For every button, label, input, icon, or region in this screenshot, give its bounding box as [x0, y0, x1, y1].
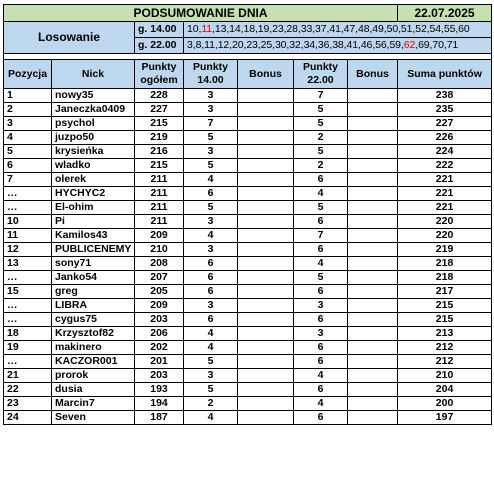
cell-bonus-2	[348, 229, 398, 243]
cell-bonus-1	[238, 341, 294, 355]
cell-points-14: 5	[184, 383, 238, 397]
cell-sum: 219	[398, 243, 492, 257]
cell-position: 11	[4, 229, 52, 243]
cell-sum: 213	[398, 327, 492, 341]
cell-total: 193	[135, 383, 184, 397]
page-title: PODSUMOWANIE DNIA	[4, 5, 398, 22]
draw-number: 37	[315, 23, 327, 35]
cell-bonus-2	[348, 187, 398, 201]
cell-position: 22	[4, 383, 52, 397]
cell-points-14: 4	[184, 173, 238, 187]
cell-total: 211	[135, 187, 184, 201]
cell-bonus-2	[348, 159, 398, 173]
cell-points-14: 5	[184, 131, 238, 145]
draw-time-1: g. 14.00	[135, 22, 184, 38]
cell-bonus-1	[238, 187, 294, 201]
cell-position: 19	[4, 341, 52, 355]
table-row	[4, 243, 492, 257]
cell-total: 210	[135, 243, 184, 257]
table-row	[4, 341, 492, 355]
cell-position: …	[4, 355, 52, 369]
table-row	[4, 89, 492, 103]
draw-number: 34	[303, 39, 316, 51]
summary-sheet	[3, 4, 491, 425]
cell-bonus-1	[238, 117, 294, 131]
cell-bonus-2	[348, 397, 398, 411]
cell-bonus-2	[348, 131, 398, 145]
cell-points-14: 4	[184, 229, 238, 243]
cell-position: 2	[4, 103, 52, 117]
cell-points-22: 2	[294, 159, 348, 173]
draw-number: 60	[458, 23, 470, 35]
cell-points-22: 6	[294, 215, 348, 229]
cell-points-22: 5	[294, 201, 348, 215]
cell-nick: Kamilos43	[52, 229, 135, 243]
draw-numbers-1: 10,11,13,14,18,19,23,28,33,37,41,47,48,49,50,51,52,54,55,60	[184, 22, 492, 38]
draw-number: 52	[415, 23, 427, 35]
cell-points-22: 6	[294, 285, 348, 299]
cell-total: 211	[135, 215, 184, 229]
cell-nick: olerek	[52, 173, 135, 187]
cell-points-14: 5	[184, 355, 238, 369]
cell-bonus-1	[238, 173, 294, 187]
draw-number: 23	[272, 23, 284, 35]
cell-total: 209	[135, 299, 184, 313]
cell-total: 215	[135, 117, 184, 131]
table-row	[4, 187, 492, 201]
table-row	[4, 257, 492, 271]
cell-nick: KACZOR001	[52, 355, 135, 369]
cell-points-22: 5	[294, 117, 348, 131]
cell-nick: sony71	[52, 257, 135, 271]
cell-position: …	[4, 299, 52, 313]
cell-bonus-1	[238, 327, 294, 341]
draw-number: 48	[357, 23, 370, 35]
cell-bonus-1	[238, 243, 294, 257]
cell-nick: Seven	[52, 411, 135, 425]
draw-number: 14	[229, 23, 241, 35]
draw-numbers-2: 3,8,11,12,20,23,25,30,32,34,36,38,41,46,56,59,62,69,70,71	[184, 38, 492, 54]
cell-sum: 215	[398, 299, 492, 313]
cell-nick: krysieńka	[52, 145, 135, 159]
draw-number: 56	[375, 39, 387, 51]
cell-points-22: 5	[294, 103, 348, 117]
cell-bonus-1	[238, 89, 294, 103]
cell-bonus-1	[238, 313, 294, 327]
draw-number: 23	[246, 39, 258, 51]
cell-bonus-1	[238, 369, 294, 383]
cell-bonus-2	[348, 271, 398, 285]
cell-position: 3	[4, 117, 52, 131]
cell-points-14: 3	[184, 145, 238, 159]
cell-nick: PUBLICENEMY	[52, 243, 135, 257]
draw-number: 71	[446, 39, 459, 51]
draw-number: 69	[418, 39, 430, 51]
table-row	[4, 411, 492, 425]
draw-number: 28	[286, 23, 298, 35]
cell-points-14: 3	[184, 369, 238, 383]
cell-nick: Pi	[52, 215, 135, 229]
cell-nick: nowy35	[52, 89, 135, 103]
table-row	[4, 383, 492, 397]
draw-number: 33	[300, 23, 313, 35]
cell-points-22: 4	[294, 397, 348, 411]
cell-sum: 215	[398, 313, 492, 327]
cell-sum: 218	[398, 271, 492, 285]
cell-total: 201	[135, 355, 184, 369]
cell-bonus-1	[238, 159, 294, 173]
cell-points-22: 6	[294, 411, 348, 425]
cell-total: 209	[135, 229, 184, 243]
cell-position: …	[4, 313, 52, 327]
cell-points-22: 6	[294, 243, 348, 257]
col-header-bonus-2: Bonus	[348, 60, 398, 89]
cell-points-14: 5	[184, 159, 238, 173]
cell-position: 23	[4, 397, 52, 411]
draw-number: 11	[204, 39, 215, 51]
cell-position: …	[4, 271, 52, 285]
cell-sum: 200	[398, 397, 492, 411]
draws-label: Losowanie	[4, 22, 135, 54]
cell-bonus-2	[348, 327, 398, 341]
table-row	[4, 327, 492, 341]
cell-sum: 221	[398, 173, 492, 187]
table-row	[4, 131, 492, 145]
col-header-total: Punkty ogółem	[135, 60, 184, 89]
cell-sum: 221	[398, 201, 492, 215]
cell-points-22: 5	[294, 145, 348, 159]
cell-points-14: 4	[184, 411, 238, 425]
cell-total: 194	[135, 397, 184, 411]
draw-number: 49	[372, 23, 384, 35]
draw-number: 20	[232, 39, 244, 51]
cell-sum: 226	[398, 131, 492, 145]
draw-number: 41	[346, 39, 358, 51]
cell-total: 215	[135, 159, 184, 173]
cell-position: 6	[4, 159, 52, 173]
cell-sum: 210	[398, 369, 492, 383]
cell-position: 4	[4, 131, 52, 145]
cell-bonus-2	[348, 215, 398, 229]
table-row	[4, 299, 492, 313]
cell-sum: 227	[398, 117, 492, 131]
cell-points-22: 4	[294, 257, 348, 271]
cell-points-22: 4	[294, 369, 348, 383]
cell-bonus-2	[348, 355, 398, 369]
draw-number: 18	[243, 23, 255, 35]
cell-sum: 220	[398, 229, 492, 243]
cell-nick: dusia	[52, 383, 135, 397]
cell-points-22: 7	[294, 229, 348, 243]
cell-sum: 217	[398, 285, 492, 299]
table-row	[4, 103, 492, 117]
cell-nick: wladko	[52, 159, 135, 173]
cell-position: 18	[4, 327, 52, 341]
draw-number: 47	[343, 23, 356, 35]
draw-number: 3	[187, 39, 193, 51]
cell-sum: 221	[398, 187, 492, 201]
cell-nick: Krzysztof82	[52, 327, 135, 341]
col-header-nick: Nick	[52, 60, 135, 89]
cell-nick: Janko54	[52, 271, 135, 285]
cell-position: 5	[4, 145, 52, 159]
cell-points-14: 6	[184, 257, 238, 271]
cell-sum: 222	[398, 159, 492, 173]
cell-nick: HYCHYC2	[52, 187, 135, 201]
cell-position: 24	[4, 411, 52, 425]
table-row	[4, 355, 492, 369]
cell-nick: juzpo50	[52, 131, 135, 145]
cell-position: …	[4, 201, 52, 215]
col-header-sum: Suma punktów	[398, 60, 492, 89]
cell-sum: 218	[398, 257, 492, 271]
summary-table-body	[4, 5, 492, 425]
draw-number: 62	[403, 39, 416, 51]
cell-bonus-2	[348, 313, 398, 327]
cell-points-14: 2	[184, 397, 238, 411]
cell-sum: 197	[398, 411, 492, 425]
col-header-position: Pozycja	[4, 60, 52, 89]
table-row	[4, 285, 492, 299]
cell-position: 1	[4, 89, 52, 103]
cell-position: 13	[4, 257, 52, 271]
draw-number: 11	[201, 23, 213, 35]
cell-bonus-1	[238, 257, 294, 271]
cell-points-14: 5	[184, 201, 238, 215]
cell-total: 208	[135, 257, 184, 271]
cell-bonus-1	[238, 299, 294, 313]
cell-bonus-1	[238, 131, 294, 145]
cell-points-22: 3	[294, 299, 348, 313]
cell-points-22: 5	[294, 271, 348, 285]
draw-number: 12	[217, 39, 230, 51]
cell-bonus-1	[238, 285, 294, 299]
cell-bonus-2	[348, 103, 398, 117]
cell-sum: 235	[398, 103, 492, 117]
cell-points-14: 6	[184, 187, 238, 201]
cell-points-22: 6	[294, 383, 348, 397]
col-header-points-14: Punkty 14.00	[184, 60, 238, 89]
cell-sum: 212	[398, 341, 492, 355]
cell-bonus-2	[348, 145, 398, 159]
table-row	[4, 369, 492, 383]
cell-bonus-1	[238, 397, 294, 411]
cell-bonus-2	[348, 173, 398, 187]
cell-bonus-2	[348, 117, 398, 131]
table-row	[4, 159, 492, 173]
table-row	[4, 117, 492, 131]
cell-points-14: 6	[184, 285, 238, 299]
cell-total: 187	[135, 411, 184, 425]
cell-nick: Janeczka0409	[52, 103, 135, 117]
draw-number: 55	[443, 23, 456, 35]
cell-nick: cygus75	[52, 313, 135, 327]
cell-bonus-1	[238, 271, 294, 285]
draw-number: 70	[432, 39, 444, 51]
cell-points-22: 6	[294, 341, 348, 355]
table-row	[4, 229, 492, 243]
cell-bonus-2	[348, 411, 398, 425]
cell-bonus-1	[238, 103, 294, 117]
cell-points-14: 3	[184, 299, 238, 313]
cell-bonus-2	[348, 89, 398, 103]
cell-bonus-2	[348, 383, 398, 397]
draw-number: 8	[195, 39, 202, 51]
cell-nick: makinero	[52, 341, 135, 355]
draw-number: 25	[260, 39, 273, 51]
draw-number: 50	[386, 23, 399, 35]
table-row	[4, 173, 492, 187]
cell-sum: 238	[398, 89, 492, 103]
draw-number: 30	[274, 39, 287, 51]
cell-bonus-1	[238, 215, 294, 229]
cell-points-22: 3	[294, 327, 348, 341]
cell-points-14: 3	[184, 215, 238, 229]
draw-number: 46	[360, 39, 373, 51]
cell-nick: prorok	[52, 369, 135, 383]
cell-sum: 204	[398, 383, 492, 397]
cell-nick: greg	[52, 285, 135, 299]
draw-number: 32	[289, 39, 301, 51]
cell-total: 202	[135, 341, 184, 355]
draw-number: 41	[329, 23, 341, 35]
cell-total: 206	[135, 327, 184, 341]
cell-total: 203	[135, 369, 184, 383]
cell-bonus-2	[348, 299, 398, 313]
cell-total: 203	[135, 313, 184, 327]
cell-total: 207	[135, 271, 184, 285]
cell-total: 205	[135, 285, 184, 299]
col-header-points-22: Punkty 22.00	[294, 60, 348, 89]
cell-position: 10	[4, 215, 52, 229]
cell-total: 211	[135, 173, 184, 187]
column-header-row	[4, 60, 492, 89]
table-row	[4, 271, 492, 285]
table-row	[4, 397, 492, 411]
table-row	[4, 313, 492, 327]
cell-points-22: 4	[294, 187, 348, 201]
cell-bonus-1	[238, 229, 294, 243]
draw-number: 51	[400, 23, 413, 35]
cell-position: …	[4, 187, 52, 201]
cell-points-14: 6	[184, 313, 238, 327]
cell-points-14: 3	[184, 89, 238, 103]
cell-bonus-1	[238, 383, 294, 397]
summary-date: 22.07.2025	[398, 5, 492, 22]
cell-position: 21	[4, 369, 52, 383]
cell-bonus-2	[348, 341, 398, 355]
cell-nick: LIBRA	[52, 299, 135, 313]
cell-sum: 224	[398, 145, 492, 159]
draw-number: 59	[389, 39, 401, 51]
cell-total: 228	[135, 89, 184, 103]
draw-number: 54	[429, 23, 442, 35]
cell-position: 15	[4, 285, 52, 299]
cell-points-22: 6	[294, 355, 348, 369]
draw-number: 13	[214, 23, 227, 35]
cell-nick: El-ohim	[52, 201, 135, 215]
cell-points-22: 6	[294, 173, 348, 187]
cell-total: 216	[135, 145, 184, 159]
cell-points-22: 2	[294, 131, 348, 145]
cell-total: 219	[135, 131, 184, 145]
cell-bonus-2	[348, 369, 398, 383]
summary-table	[3, 4, 492, 425]
cell-position: 12	[4, 243, 52, 257]
cell-position: 7	[4, 173, 52, 187]
cell-bonus-1	[238, 411, 294, 425]
col-header-bonus-1: Bonus	[238, 60, 294, 89]
draw-number: 19	[257, 23, 270, 35]
cell-bonus-2	[348, 243, 398, 257]
table-row	[4, 201, 492, 215]
cell-sum: 212	[398, 355, 492, 369]
draw-number: 10	[187, 23, 199, 35]
cell-points-14: 7	[184, 117, 238, 131]
cell-points-22: 6	[294, 313, 348, 327]
cell-total: 211	[135, 201, 184, 215]
draw-number: 38	[332, 39, 344, 51]
cell-points-14: 3	[184, 243, 238, 257]
cell-points-14: 4	[184, 327, 238, 341]
cell-bonus-1	[238, 201, 294, 215]
cell-nick: psychol	[52, 117, 135, 131]
cell-points-14: 4	[184, 341, 238, 355]
table-row	[4, 145, 492, 159]
draw-number: 36	[317, 39, 330, 51]
draw-time-2: g. 22.00	[135, 38, 184, 54]
cell-bonus-1	[238, 145, 294, 159]
cell-points-14: 3	[184, 103, 238, 117]
cell-nick: Marcin7	[52, 397, 135, 411]
cell-bonus-2	[348, 257, 398, 271]
table-row	[4, 215, 492, 229]
cell-total: 227	[135, 103, 184, 117]
cell-bonus-1	[238, 355, 294, 369]
cell-bonus-2	[348, 201, 398, 215]
cell-points-22: 7	[294, 89, 348, 103]
cell-sum: 220	[398, 215, 492, 229]
cell-bonus-2	[348, 285, 398, 299]
cell-points-14: 6	[184, 271, 238, 285]
